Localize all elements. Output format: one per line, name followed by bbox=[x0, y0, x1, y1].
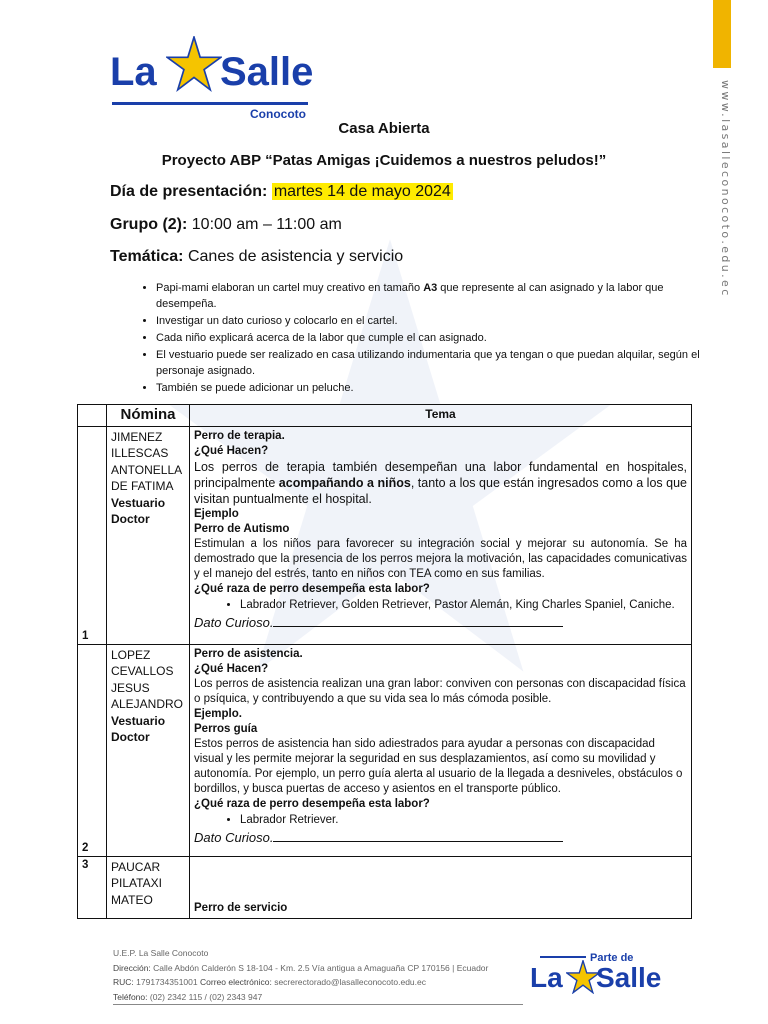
page-title: Casa Abierta bbox=[338, 120, 430, 137]
website-url: www.lasalleconocoto.edu.ec bbox=[719, 80, 732, 298]
dog-type: Perro de terapia. bbox=[194, 429, 285, 442]
group-value: 10:00 am – 11:00 am bbox=[191, 216, 342, 233]
student-cell bbox=[107, 856, 190, 918]
table-row bbox=[78, 644, 692, 856]
email-label: Correo electrónico: bbox=[200, 977, 272, 987]
date-value: martes 14 de mayo 2024 bbox=[273, 183, 451, 200]
question-breed: ¿Qué raza de perro desempeña esta labor? bbox=[194, 797, 430, 810]
address-value: Calle Abdón Calderón S 18-104 - Km. 2.5 Vía antigua a Amaguaña CP 170156 | Ecuador bbox=[153, 962, 489, 973]
student-name: LOPEZ CEVALLOS JESUS ALEJANDRO bbox=[111, 647, 184, 711]
fun-fact-label: Dato Curioso. bbox=[194, 829, 274, 845]
star-icon bbox=[566, 960, 600, 994]
question-what: ¿Qué Hacen? bbox=[194, 444, 269, 457]
fun-fact-blank[interactable] bbox=[273, 829, 563, 842]
group-label: Grupo (2): bbox=[110, 216, 188, 233]
dog-type: Perro de asistencia. bbox=[194, 647, 303, 660]
example-subtitle: Perros guía bbox=[194, 722, 258, 735]
row-number: 3 bbox=[78, 856, 107, 918]
ruc-label: RUC: bbox=[113, 977, 134, 987]
breed-list bbox=[194, 813, 687, 828]
theme-value: Canes de asistencia y servicio bbox=[187, 248, 404, 265]
logo-la: La bbox=[530, 962, 563, 993]
header-num bbox=[78, 405, 107, 427]
example-label: Ejemplo. bbox=[194, 707, 242, 720]
footer-divider bbox=[113, 1004, 523, 1005]
logo-salle: Salle bbox=[220, 50, 314, 94]
description-post: , tanto a los que están ingresados como a los que visitan puntualmente el hospital. bbox=[194, 475, 688, 506]
phone-label: Teléfono: bbox=[113, 991, 148, 1002]
fun-fact bbox=[194, 614, 687, 630]
accent-bar bbox=[713, 0, 731, 68]
list-item: • Labrador Retriever. bbox=[240, 813, 687, 828]
student-name: JIMENEZ ILLESCAS ANTONELLA DE FATIMA bbox=[111, 429, 182, 493]
costume: Vestuario Doctor bbox=[111, 495, 166, 526]
table-header-row bbox=[78, 405, 692, 427]
costume: Vestuario Doctor bbox=[111, 713, 166, 744]
logo-parte-de: Parte de bbox=[590, 952, 634, 964]
footer-phone bbox=[113, 990, 553, 1005]
question-breed: ¿Qué raza de perro desempeña esta labor? bbox=[194, 582, 430, 595]
footer-ruc bbox=[113, 975, 553, 990]
description: Los perros de asistencia realizan una gran labor: conviven con personas con discapacidad física o psíquica, y contribuyendo a que su vida sea lo más cómoda posible. bbox=[194, 677, 686, 705]
list-item: • El vestuario puede ser realizado en casa utilizando indumentaria que ya tengan o que puedan alquilar, según el personaje asignado. bbox=[156, 347, 726, 379]
logo-la: La bbox=[110, 50, 157, 94]
list-item: • Investigar un dato curioso y colocarlo en el cartel. bbox=[156, 313, 726, 329]
example-text: Estos perros de asistencia han sido adiestrados para ayudar a personas con discapacidad visual y les permite mejorar la seguridad en sus desplazamientos, así como su movilidad y autonomía. Por ejemplo, un perro guía alerta al usuario de la llegada a desniveles, obstáculos o bordillos, y busca puertas de acceso y asientos en el transporte público. bbox=[194, 737, 683, 795]
bullet-1-bold: A3 bbox=[423, 282, 438, 294]
example-text: Estimulan a los niños para favorecer su integración social y mejorar su autonomía. Se ha demostrado que la presencia de los perros mejora la motivación, las capacidades comunicativas y el manejo del estrés, tanto en niños con TEA como en sus familias. bbox=[194, 537, 687, 580]
lasalle-logo bbox=[110, 36, 314, 126]
list-item: • Cada niño explicará acerca de la labor que cumple el can asignado. bbox=[156, 330, 726, 346]
email-value[interactable]: secrerectorado@lasalleconocoto.edu.ec bbox=[274, 977, 426, 987]
project-title: Proyecto ABP “Patas Amigas ¡Cuidemos a nuestros peludos!” bbox=[161, 152, 607, 169]
question-what: ¿Qué Hacen? bbox=[194, 662, 269, 675]
theme-label: Temática: bbox=[110, 248, 184, 265]
date-label: Día de presentación: bbox=[110, 183, 268, 200]
logo-subtitle: Conocoto bbox=[250, 107, 306, 121]
theme-line bbox=[110, 248, 403, 266]
row-number: 1 bbox=[78, 426, 107, 644]
description-bold: acompañando a niños bbox=[278, 475, 411, 490]
footer bbox=[113, 946, 553, 1004]
logo-underline bbox=[112, 102, 308, 105]
breed-list bbox=[194, 598, 687, 613]
fun-fact-label: Dato Curioso. bbox=[194, 614, 274, 630]
footer-school: U.E.P. La Salle Conocoto bbox=[113, 948, 209, 958]
bullet-1-pre: Papi-mami elaboran un cartel muy creativo en tamaño bbox=[156, 282, 424, 294]
fun-fact-blank[interactable] bbox=[273, 614, 563, 627]
address-label: Dirección: bbox=[113, 962, 151, 973]
student-name: PAUCAR PILATAXI MATEO bbox=[111, 859, 162, 907]
description-pre: Los perros de terapia también desempeñan una labor fundamental en hospitales, principalmente bbox=[194, 459, 687, 490]
tema-cell bbox=[190, 644, 692, 856]
logo-salle: Salle bbox=[596, 962, 662, 993]
example-subtitle: Perro de Autismo bbox=[194, 522, 290, 535]
description bbox=[194, 459, 687, 507]
fun-fact bbox=[194, 829, 687, 845]
header-nomina: Nómina bbox=[107, 405, 190, 427]
group-line bbox=[110, 216, 342, 234]
student-table bbox=[77, 404, 692, 919]
row-number: 2 bbox=[78, 644, 107, 856]
list-item: • Labrador Retriever, Golden Retriever, Pastor Alemán, King Charles Spaniel, Caniche. bbox=[240, 598, 687, 613]
tema-cell bbox=[190, 856, 692, 918]
student-cell bbox=[107, 644, 190, 856]
date-line bbox=[110, 183, 453, 201]
phone-value: (02) 2342 115 / (02) 2343 947 bbox=[149, 991, 263, 1002]
tema-cell bbox=[190, 426, 692, 644]
table-row bbox=[78, 856, 692, 918]
star-icon bbox=[166, 36, 222, 92]
ruc-value: 1791734351001 bbox=[136, 977, 198, 987]
header-tema: Tema bbox=[190, 405, 692, 427]
instructions-list bbox=[110, 280, 726, 397]
logo-bar bbox=[540, 956, 586, 958]
example-label: Ejemplo bbox=[194, 507, 239, 520]
list-item bbox=[156, 280, 726, 312]
bullet-1-post: que represente al can asignado y la labor que desempeña. bbox=[156, 282, 664, 310]
list-item: • También se puede adicionar un peluche. bbox=[156, 380, 726, 396]
parte-de-lasalle-logo bbox=[530, 952, 660, 1002]
footer-address bbox=[113, 961, 553, 976]
table-row bbox=[78, 426, 692, 644]
student-cell bbox=[107, 426, 190, 644]
dog-type: Perro de servicio bbox=[194, 901, 288, 914]
